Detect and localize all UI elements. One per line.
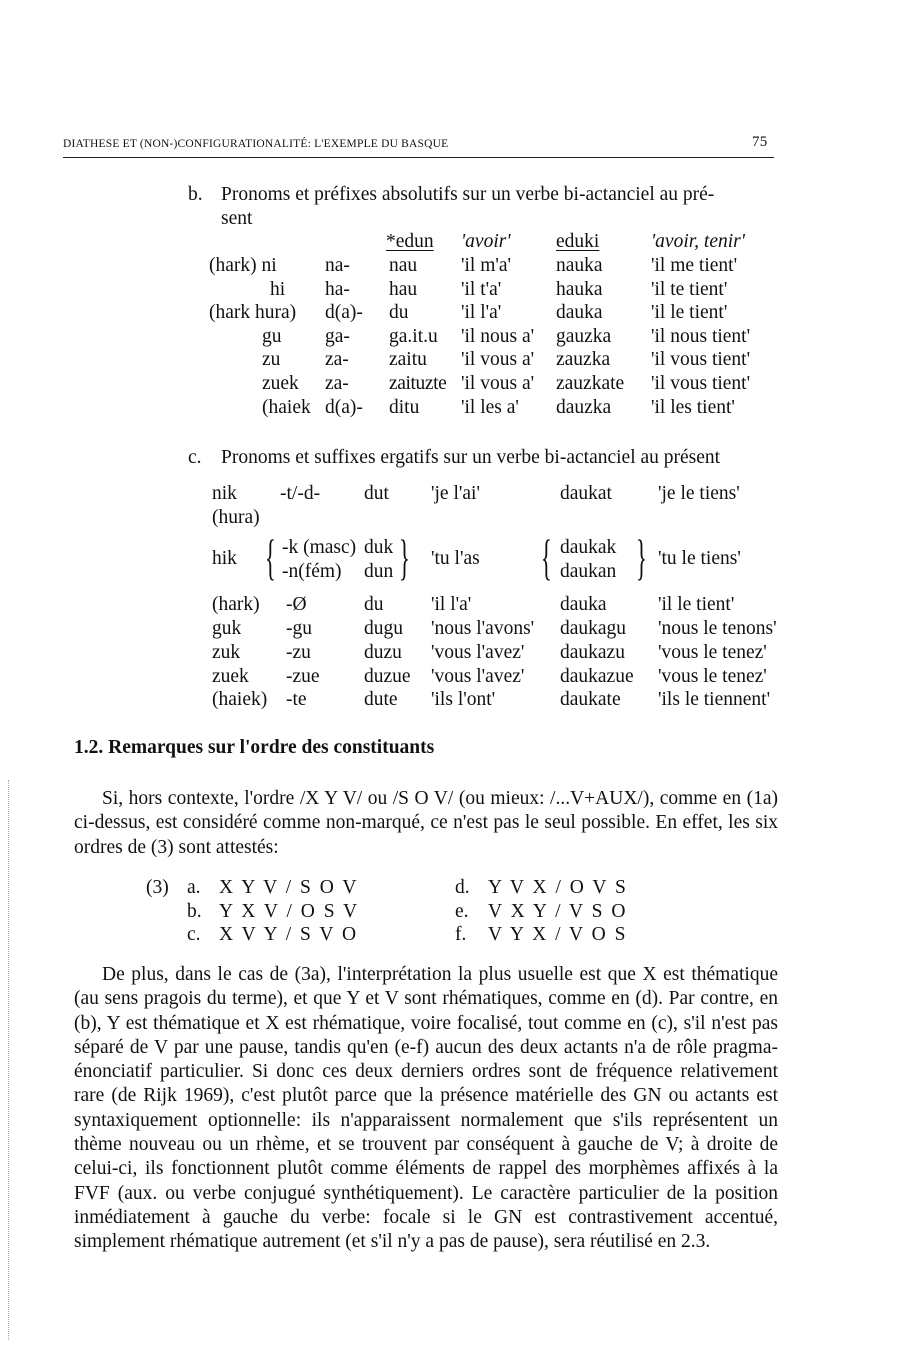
pronoun-cell: hi (270, 279, 286, 300)
gloss-cell: 'tu l'as (431, 548, 480, 569)
verb-edun-cell: zaituzte (389, 373, 447, 394)
verb-edun-cell: duzue (364, 666, 411, 687)
gloss-cell: 'il vous tient' (651, 373, 751, 394)
pronoun-cell: (haiek) (212, 689, 268, 710)
pronoun-cell: (hura) (212, 507, 260, 528)
gloss-cell: 'nous l'avons' (431, 618, 535, 639)
word-order: Y V X / O V S (488, 877, 628, 898)
suffix-cell: -n(fém) (282, 561, 342, 582)
example-label: f. (455, 924, 467, 945)
header-rule (63, 157, 774, 158)
verb-eduki-cell: daukan (560, 561, 617, 582)
suffix-cell: -gu (286, 618, 312, 639)
suffix-cell: -zu (286, 642, 311, 663)
verb-edun-cell: duk (364, 537, 394, 558)
gloss-cell: 'ils le tiennent' (658, 689, 771, 710)
gloss-cell: 'il le tient' (651, 302, 728, 323)
gloss-cell: 'il nous a' (461, 326, 535, 347)
verb-eduki-cell: hauka (556, 279, 603, 300)
gloss-cell: 'il te tient' (651, 279, 728, 300)
verb-edun-cell: ga.it.u (389, 326, 438, 347)
verb-eduki-cell: dauka (556, 302, 603, 323)
pronoun-cell: zuek (212, 666, 249, 687)
gloss-cell: 'tu le tiens' (658, 548, 741, 569)
gloss-cell: 'je le tiens' (658, 483, 740, 504)
verb-eduki-cell: dauzka (556, 397, 612, 418)
gloss-cell: 'il t'a' (461, 279, 502, 300)
verb-eduki-cell: zauzka (556, 349, 611, 370)
verb-eduki-cell: daukazu (560, 642, 625, 663)
section-heading: 1.2. Remarques sur l'ordre des constituants (74, 737, 435, 758)
pronoun-cell: (haiek (262, 397, 311, 418)
prefix-cell: ha- (325, 279, 350, 300)
header-gloss-avoir: 'avoir' (461, 231, 511, 252)
suffix-cell: -Ø (286, 594, 307, 615)
example-label: d. (455, 877, 470, 898)
prefix-cell: d(a)- (325, 302, 363, 323)
pronoun-cell: (hark) (212, 594, 260, 615)
section-b-title-cont: sent (221, 208, 253, 229)
word-order: X Y V / S O V (219, 877, 359, 898)
verb-eduki-cell: daukate (560, 689, 621, 710)
gloss-cell: 'nous le tenons' (658, 618, 777, 639)
section-c-marker: c. (188, 447, 202, 468)
gloss-cell: 'il les tient' (651, 397, 735, 418)
gloss-cell: 'il vous a' (461, 349, 535, 370)
gloss-cell: 'il vous a' (461, 373, 535, 394)
verb-edun-cell: du (389, 302, 409, 323)
right-brace: } (636, 529, 647, 585)
header-gloss-avoir-tenir: 'avoir, tenir' (651, 231, 745, 252)
verb-eduki-cell: dauka (560, 594, 607, 615)
verb-eduki-cell: daukagu (560, 618, 627, 639)
prefix-cell: za- (325, 349, 349, 370)
section-c-title: Pronoms et suffixes ergatifs sur un verbe bi-actanciel au présent (221, 447, 721, 468)
pronoun-cell: hik (212, 548, 237, 569)
prefix-cell: na- (325, 255, 350, 276)
gloss-cell: 'il m'a' (461, 255, 512, 276)
word-order: X V Y / S V O (219, 924, 359, 945)
paragraph: De plus, dans le cas de (3a), l'interprétation la plus usuelle est que X est thématique (au sens pragois du terme), et que Y et V sont rhématiques, comme en (d). Par contre, en (b), Y est thématique et X est rhématique, voire focalisé, tout comme en (c), s'il n'est pas séparé de V par une pause, tandis qu'en (e-f) aucun des deux actants n'a de rôle pragma-énonciatif particulier. Si donc ces deux derniers ordres sont de fréquence relativement rare (de Rijk 1969), c'est plutôt parce que la présence matérielle des GN ou actants est syntaxiquement optionnelle: ils n'apparaissent normalement que s'ils représentent un thème nouveau ou un rhème, et se trouvent par conséquent à gauche de V; à droite de celui-ci, ils fonctionnent plutôt comme éléments de rappel des morphèmes affixés à la FVF (aux. ou verbe conjugué synthétiquement). Le caractère particulier de la position inmédiatement à gauche du verbe: focale si le GN est contrastivement accentué, simplement rhématique autrement (et s'il n'y a pas de pause), sera réutilisé en 2.3. (74, 964, 778, 1253)
verb-eduki-cell: nauka (556, 255, 603, 276)
gloss-cell: 'il me tient' (651, 255, 738, 276)
right-brace: } (399, 529, 410, 585)
verb-eduki-cell: daukak (560, 537, 617, 558)
suffix-cell: -zue (286, 666, 320, 687)
verb-edun-cell: dut (364, 483, 389, 504)
example-label: c. (187, 924, 201, 945)
example-number: (3) (146, 877, 169, 898)
prefix-cell: za- (325, 373, 349, 394)
pronoun-cell: guk (212, 618, 242, 639)
example-label: b. (187, 901, 202, 922)
word-order: Y X V / O S V (219, 901, 360, 922)
gloss-cell: 'vous le tenez' (658, 666, 767, 687)
gloss-cell: 'vous l'avez' (431, 666, 525, 687)
verb-edun-cell: dugu (364, 618, 403, 639)
gloss-cell: 'il l'a' (461, 302, 502, 323)
gloss-cell: 'vous l'avez' (431, 642, 525, 663)
gloss-cell: 'il les a' (461, 397, 519, 418)
section-b-marker: b. (188, 184, 203, 205)
pronoun-cell: (hark) ni (209, 255, 277, 276)
gloss-cell: 'il vous tient' (651, 349, 751, 370)
verb-eduki-cell: daukat (560, 483, 612, 504)
scan-margin-line (8, 780, 9, 1340)
verb-edun-cell: dute (364, 689, 398, 710)
verb-edun-cell: duzu (364, 642, 402, 663)
prefix-cell: d(a)- (325, 397, 363, 418)
gloss-cell: 'il l'a' (431, 594, 472, 615)
verb-eduki-cell: zauzkate (556, 373, 625, 394)
pronoun-cell: nik (212, 483, 237, 504)
page-number: 75 (752, 134, 768, 150)
verb-edun-cell: zaitu (389, 349, 427, 370)
pronoun-cell: zuk (212, 642, 241, 663)
verb-edun-cell: ditu (389, 397, 420, 418)
section-b-title: Pronoms et préfixes absolutifs sur un verbe bi-actanciel au pré- (221, 184, 715, 205)
word-order: V Y X / V O S (488, 924, 628, 945)
header-verb-eduki: eduki (556, 231, 600, 252)
running-title: DIATHESE ET (NON-)CONFIGURATIONALITÉ: L'EXEMPLE DU BASQUE (63, 138, 449, 150)
suffix-cell: -t/-d- (280, 483, 321, 504)
example-label: a. (187, 877, 201, 898)
gloss-cell: 'je l'ai' (431, 483, 480, 504)
gloss-cell: 'vous le tenez' (658, 642, 767, 663)
header-verb-edun: *edun (386, 231, 434, 252)
verb-edun-cell: hau (389, 279, 418, 300)
prefix-cell: ga- (325, 326, 350, 347)
pronoun-cell: (hark hura) (209, 302, 297, 323)
gloss-cell: 'il nous tient' (651, 326, 751, 347)
paragraph: Si, hors contexte, l'ordre /X Y V/ ou /S O V/ (ou mieux: /...V+AUX/), comme en (1a) ci-dessus, est considéré comme non-marqué, ce n'est pas le seul possible. En effet, les six ordres de (3) sont attestés: (74, 788, 778, 858)
left-brace: { (265, 529, 276, 585)
verb-edun-cell: du (364, 594, 384, 615)
left-brace: { (541, 529, 552, 585)
pronoun-cell: gu (262, 326, 282, 347)
suffix-cell: -te (286, 689, 307, 710)
verb-edun-cell: dun (364, 561, 394, 582)
pronoun-cell: zuek (262, 373, 299, 394)
suffix-cell: -k (masc) (282, 537, 357, 558)
gloss-cell: 'il le tient' (658, 594, 735, 615)
word-order: V X Y / V S O (488, 901, 628, 922)
gloss-cell: 'ils l'ont' (431, 689, 496, 710)
verb-eduki-cell: gauzka (556, 326, 612, 347)
pronoun-cell: zu (262, 349, 281, 370)
example-label: e. (455, 901, 469, 922)
verb-eduki-cell: daukazue (560, 666, 634, 687)
verb-edun-cell: nau (389, 255, 418, 276)
